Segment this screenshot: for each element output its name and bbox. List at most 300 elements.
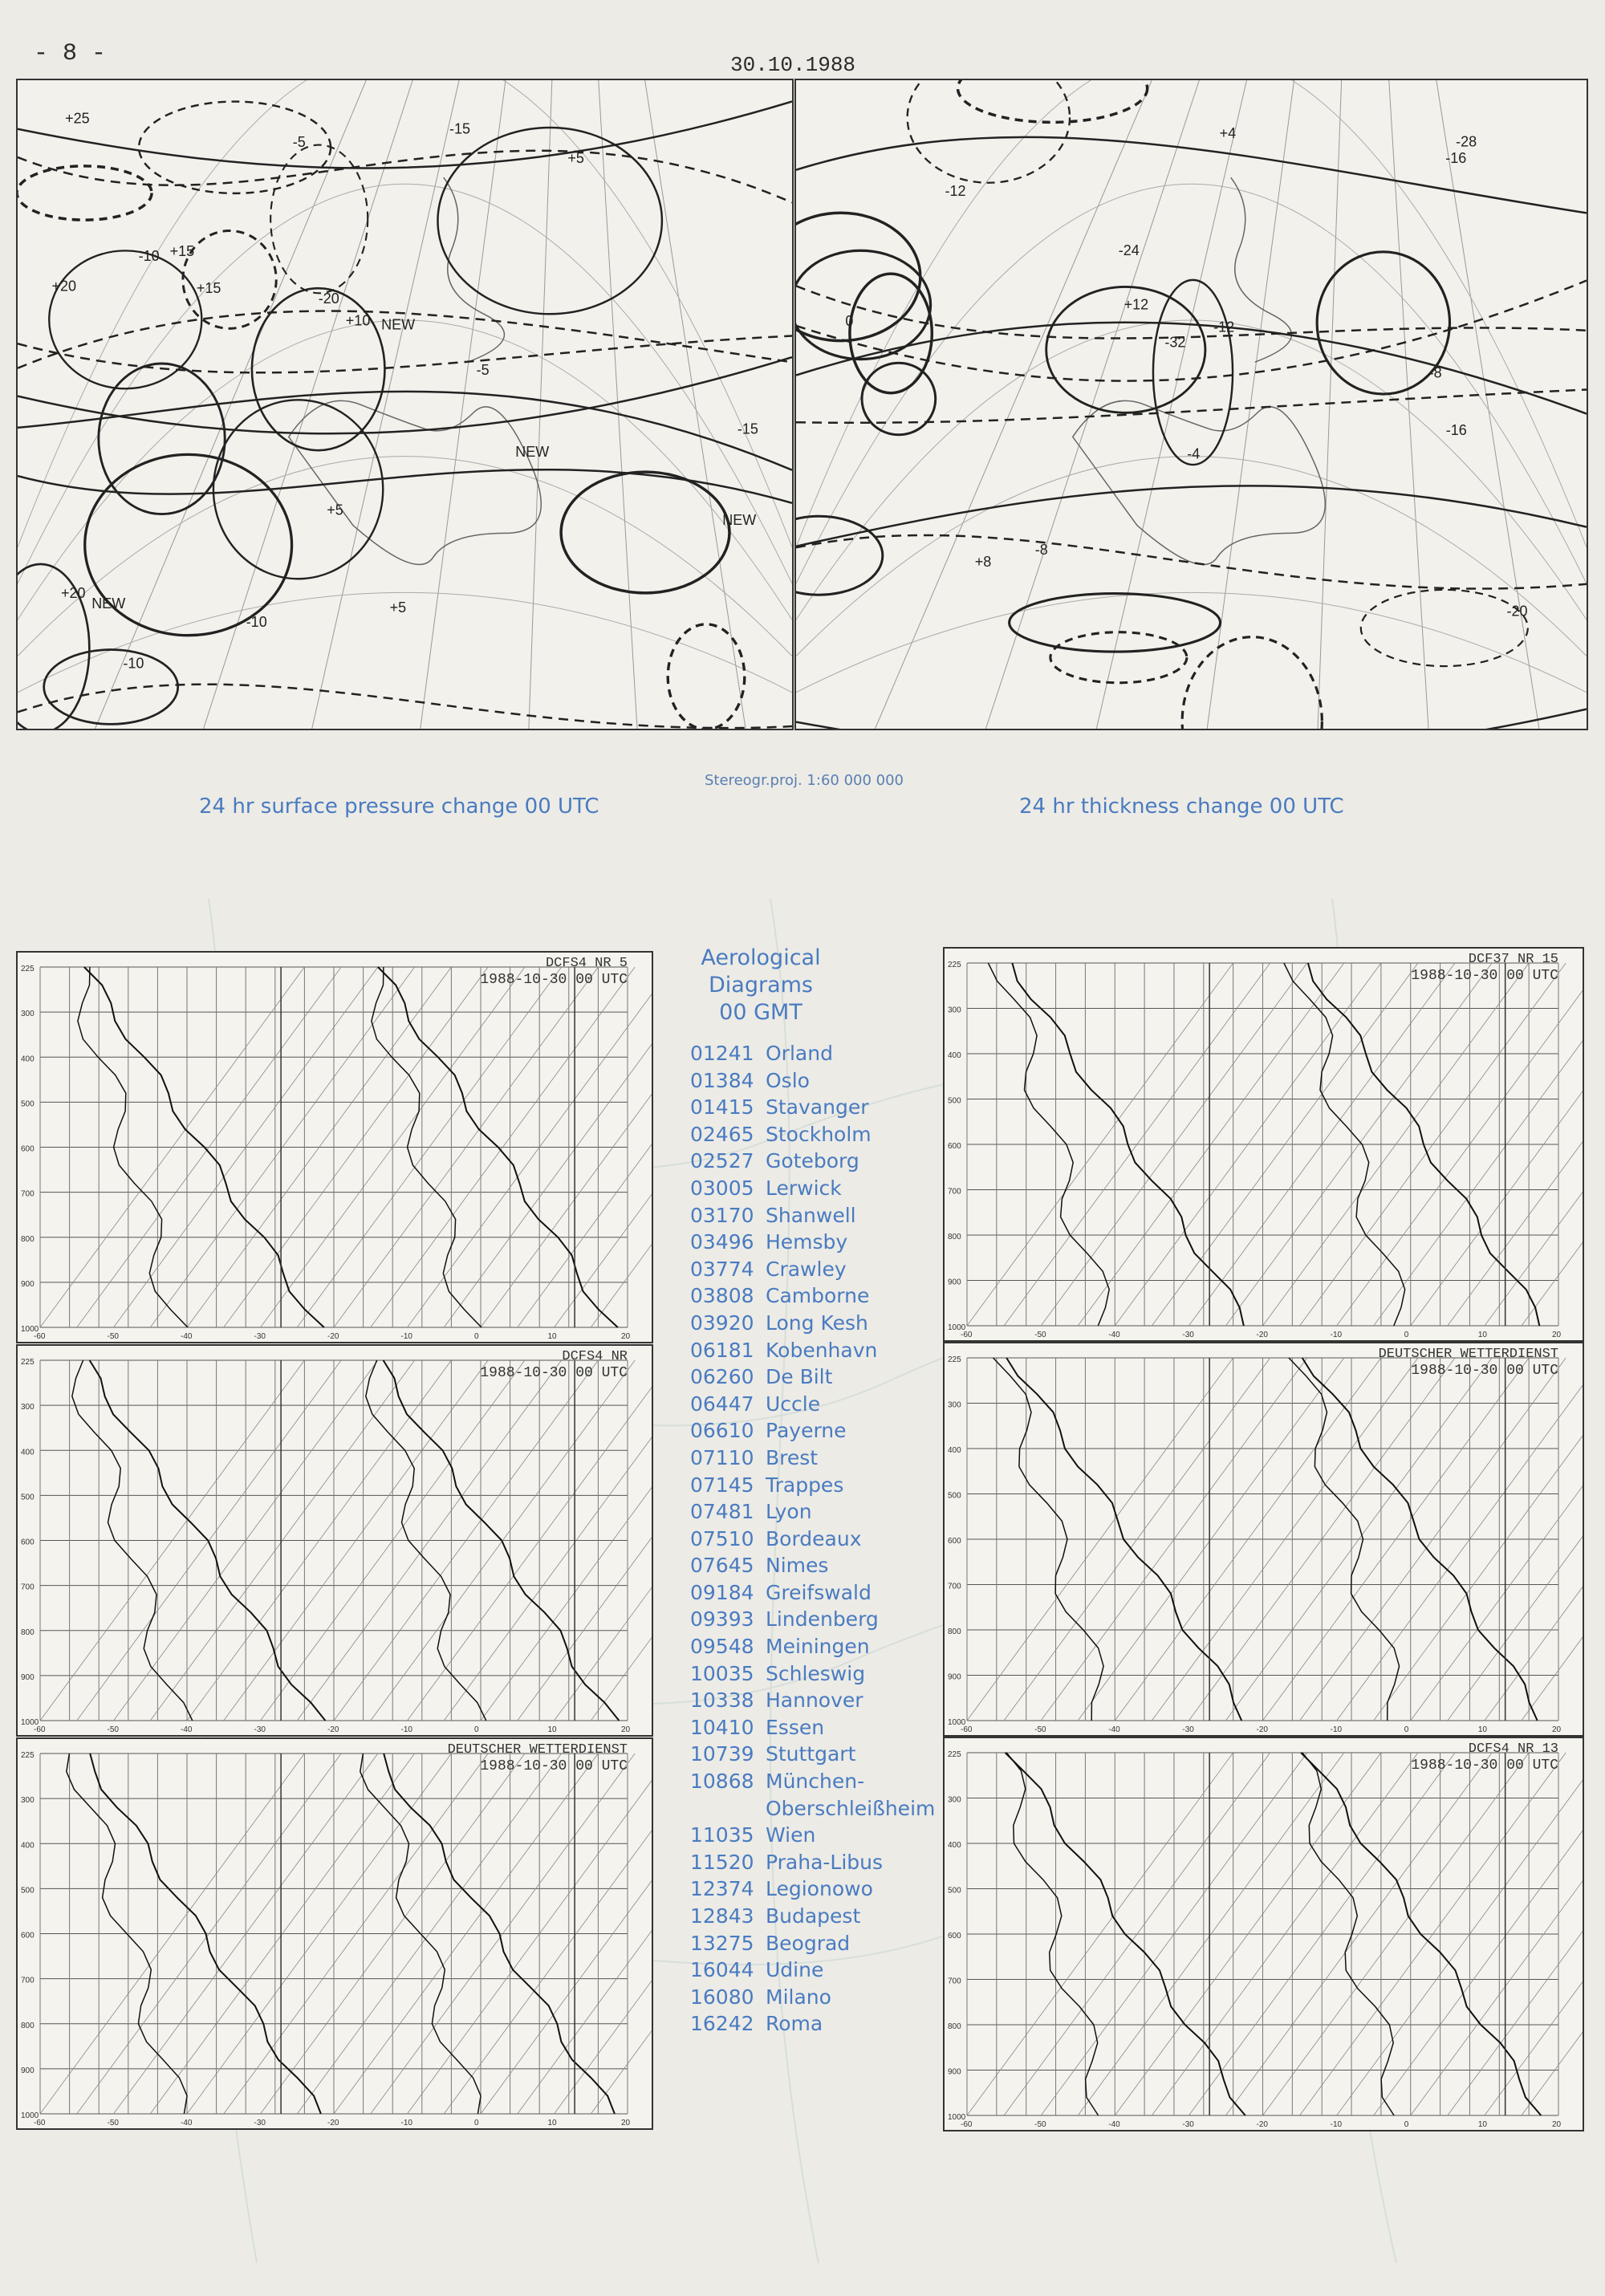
pressure-level-label: 400 (21, 1841, 35, 1851)
surface-pressure-change-map (16, 79, 794, 730)
station-row (690, 1984, 935, 2011)
isoline (796, 516, 883, 595)
temperature-axis-label: 10 (1477, 1725, 1487, 1734)
pressure-level-label: 400 (948, 1051, 961, 1060)
isoline-label: +8 (974, 553, 992, 570)
diagram-date: 1988-10-30 (1411, 968, 1498, 984)
meridian-line (312, 80, 459, 729)
diagram-time: 00 UTC (575, 1758, 628, 1774)
station-row (690, 1552, 935, 1579)
isoline-label: NEW (381, 316, 416, 333)
isoline-label: +12 (1124, 296, 1149, 313)
station-id: 07110 (690, 1445, 754, 1469)
pressure-level-label: 300 (21, 1010, 35, 1019)
pressure-level-label: 800 (21, 2021, 35, 2030)
station-row (690, 1417, 935, 1445)
pressure-level-label: 900 (21, 1279, 35, 1289)
station-id: 03496 (690, 1230, 754, 1254)
pressure-level-label: 800 (21, 1628, 35, 1637)
isoline (18, 101, 792, 168)
isoline-label: -5 (292, 133, 306, 150)
temperature-axis-label: -30 (1182, 1331, 1194, 1339)
station-row (690, 1202, 935, 1229)
temperature-axis-label: -50 (1034, 1725, 1046, 1734)
station-name: Shanwell (766, 1203, 856, 1227)
aerological-diagram-right-3 (943, 1737, 1584, 2131)
station-name: Kobenhavn (766, 1338, 878, 1362)
pressure-level-label: 500 (948, 1096, 961, 1106)
station-name: Trappes (766, 1473, 844, 1497)
station-name: Lindenberg (766, 1607, 879, 1632)
isoline (958, 80, 1148, 122)
station-row (690, 1256, 935, 1283)
pressure-level-label: 600 (948, 1142, 961, 1151)
isoline (18, 469, 792, 503)
coastline (444, 177, 505, 362)
isoline-label: +15 (169, 243, 195, 260)
temperature-axis-label: -50 (107, 1332, 119, 1341)
aerological-diagram-right-1 (943, 947, 1584, 1342)
station-id: 01241 (690, 1042, 754, 1065)
pressure-level-label: 400 (21, 1448, 35, 1457)
pressure-level-label: 600 (21, 1538, 35, 1547)
isoline-label: +5 (327, 502, 343, 518)
page-number: - 8 - (34, 40, 107, 67)
station-id: 10338 (690, 1688, 754, 1713)
diagram-time: 00 UTC (575, 972, 628, 988)
isoline-label: -12 (945, 183, 966, 200)
pressure-level-label: 600 (948, 1932, 961, 1940)
station-id: 01415 (690, 1095, 754, 1120)
station-id: 10035 (690, 1661, 754, 1685)
temperature-axis-label: -20 (1256, 2120, 1268, 2129)
station-id: 16080 (690, 1985, 754, 2009)
isoline (1010, 594, 1221, 652)
pressure-level-label: 900 (948, 2067, 961, 2077)
pressure-level-label: 600 (21, 1931, 35, 1940)
pressure-level-label: 300 (948, 1400, 961, 1410)
diagram-label: DCFS4 NR (562, 1349, 628, 1364)
isoline-label: NEW (722, 512, 757, 529)
diagram-date: 1988-10-30 (480, 972, 567, 988)
pressure-level-label: 500 (948, 1886, 961, 1896)
station-id: 07645 (690, 1554, 754, 1578)
station-name: Milano (766, 1985, 831, 2009)
isoline-label: -10 (123, 655, 144, 672)
pressure-level-label: 800 (948, 1628, 961, 1636)
projection-note: Stereogr.proj. 1:60 000 000 (705, 772, 904, 789)
pressure-level-label: 225 (21, 1358, 35, 1367)
pressure-level-label: 900 (948, 1672, 961, 1682)
station-id: 09393 (690, 1607, 754, 1632)
station-id: 06610 (690, 1419, 754, 1443)
temperature-axis-label: 0 (474, 1725, 479, 1734)
station-row (690, 1606, 935, 1633)
isoline-label: +25 (65, 110, 90, 127)
isoline (18, 166, 152, 220)
isoline-label: -5 (476, 361, 490, 378)
pressure-level-label: 500 (21, 1886, 35, 1896)
isoline-label: +10 (345, 312, 371, 329)
temperature-axis-label: -50 (1034, 1331, 1046, 1339)
isoline-label: -24 (1118, 242, 1140, 259)
diagram-date: 1988-10-30 (1411, 1363, 1498, 1379)
diagram-label: DEUTSCHER WETTERDIENST (1378, 1347, 1558, 1362)
station-row (690, 1875, 935, 1903)
pressure-level-label: 500 (21, 1099, 35, 1109)
station-name: Udine (766, 1958, 824, 1982)
pressure-level-label: 1000 (21, 1718, 39, 1727)
temperature-axis-label: -50 (107, 1725, 119, 1734)
station-id: 16242 (690, 2012, 754, 2036)
station-name: Praha-Libus (766, 1850, 884, 1874)
isoline-label: -28 (1456, 133, 1477, 150)
meridian-line (1207, 80, 1294, 729)
station-id: 13275 (690, 1931, 754, 1955)
station-name: Stockholm (766, 1122, 872, 1146)
isoline-label: -16 (1445, 422, 1467, 439)
station-row (690, 1310, 935, 1337)
temperature-axis-label: 10 (547, 2119, 557, 2127)
station-row (690, 1768, 935, 1795)
temperature-axis-label: -10 (1330, 2120, 1343, 2129)
diagram-date: 1988-10-30 (1411, 1758, 1498, 1774)
station-row (690, 1337, 935, 1364)
isoline-label: -8 (1428, 364, 1442, 381)
pressure-level-label: 300 (21, 1403, 35, 1412)
station-id: 02527 (690, 1149, 754, 1173)
temperature-axis-label: -60 (961, 1725, 973, 1734)
isoline-label: -15 (737, 421, 758, 437)
station-row (690, 1714, 935, 1741)
pressure-level-label: 900 (21, 1672, 35, 1682)
station-id: 07145 (690, 1473, 754, 1497)
pressure-level-label: 600 (948, 1537, 961, 1546)
station-row (690, 1391, 935, 1418)
station-name: Oslo (766, 1068, 810, 1092)
station-row (690, 1633, 935, 1660)
station-id: 09184 (690, 1580, 754, 1604)
temperature-axis-label: -20 (327, 1725, 339, 1734)
diagram-time: 00 UTC (1506, 968, 1558, 984)
coastline (289, 400, 542, 564)
temperature-axis-label: 0 (1404, 1331, 1409, 1339)
isoline (1050, 632, 1187, 683)
station-id: 06447 (690, 1392, 754, 1416)
station-row (690, 1957, 935, 1984)
thickness-caption: 24 hr thickness change 00 UTC (1019, 794, 1344, 819)
station-row (690, 1903, 935, 1930)
isoline (796, 390, 1587, 423)
station-id: 12374 (690, 1877, 754, 1901)
temperature-axis-label: -60 (34, 2119, 46, 2127)
isoline (213, 400, 383, 579)
station-list (690, 1040, 935, 2038)
temperature-axis-label: 0 (1404, 1725, 1409, 1734)
temperature-axis-label: -30 (1182, 1725, 1194, 1734)
temperature-axis-label: -10 (400, 2119, 412, 2127)
temperature-axis-label: -30 (254, 2119, 266, 2127)
meridian-line (204, 80, 416, 729)
isoline-label: -32 (1164, 334, 1186, 351)
pressure-level-label: 1000 (21, 1325, 39, 1334)
meridian-line (421, 80, 506, 729)
station-name: Schleswig (766, 1661, 866, 1685)
station-row (690, 1795, 935, 1823)
station-name: Roma (766, 2012, 823, 2036)
isoline-label: -15 (449, 120, 471, 137)
isoline (796, 286, 1587, 338)
station-row (690, 1930, 935, 1957)
pressure-level-label: 1000 (948, 1718, 966, 1727)
isoline (796, 709, 1587, 729)
isoline-label: -4 (1187, 445, 1201, 462)
isoline-label: 0 (845, 312, 854, 329)
meridian-line (1389, 80, 1428, 729)
station-name: Bordeaux (766, 1526, 862, 1550)
aerological-title-line: 00 GMT (719, 1000, 802, 1025)
pressure-level-label: 300 (21, 1796, 35, 1806)
station-name: Lyon (766, 1500, 812, 1524)
station-row (690, 1148, 935, 1175)
temperature-axis-label: -30 (254, 1332, 266, 1341)
station-id: 11035 (690, 1823, 754, 1847)
station-id: 03170 (690, 1203, 754, 1227)
station-id: 16044 (690, 1958, 754, 1982)
pressure-level-label: 800 (21, 1234, 35, 1244)
station-id: 06260 (690, 1365, 754, 1389)
temperature-axis-label: 10 (547, 1332, 557, 1341)
isoline (18, 336, 792, 373)
pressure-level-label: 700 (21, 1583, 35, 1592)
station-id: 03005 (690, 1176, 754, 1200)
pressure-level-label: 700 (21, 1976, 35, 1985)
thickness-change-map (794, 79, 1588, 730)
pressure-level-label: 900 (21, 2066, 35, 2075)
isoline (18, 151, 792, 203)
temperature-axis-label: 0 (1404, 2120, 1409, 2129)
station-row (690, 1579, 935, 1607)
station-id: 03920 (690, 1311, 754, 1335)
station-id: 11520 (690, 1850, 754, 1874)
diagram-time: 00 UTC (1506, 1758, 1558, 1774)
pressure-level-label: 400 (21, 1055, 35, 1064)
station-row (690, 1472, 935, 1499)
meridian-line (1436, 80, 1539, 729)
station-name: Uccle (766, 1392, 821, 1416)
station-row (690, 1445, 935, 1472)
station-row (690, 1498, 935, 1526)
station-id: 10739 (690, 1742, 754, 1766)
station-row (690, 2010, 935, 2038)
pressure-level-label: 500 (21, 1493, 35, 1502)
temperature-axis-label: -20 (327, 1332, 339, 1341)
temperature-axis-label: 20 (621, 1332, 631, 1341)
station-name: Wien (766, 1823, 816, 1847)
isoline-label: -12 (1213, 319, 1235, 335)
station-id: 01384 (690, 1068, 754, 1092)
temperature-axis-label: -40 (1108, 1331, 1120, 1339)
station-row (690, 1849, 935, 1876)
temperature-axis-label: 20 (621, 1725, 631, 1734)
station-row (690, 1822, 935, 1849)
temperature-axis-label: -40 (1108, 1725, 1120, 1734)
isoline (561, 472, 729, 593)
isoline-label: +5 (389, 599, 407, 616)
station-name: Hemsby (766, 1230, 848, 1254)
station-name: Stavanger (766, 1095, 869, 1120)
temperature-axis-label: -20 (327, 2119, 339, 2127)
temperature-axis-label: -60 (961, 1331, 973, 1339)
pressure-level-label: 400 (948, 1446, 961, 1455)
isoline-label: -16 (1445, 150, 1467, 167)
temperature-axis-label: 20 (621, 2119, 631, 2127)
diagram-label: DCFS4 NR 5 (545, 956, 628, 971)
station-row (690, 1229, 935, 1256)
pressure-level-label: 600 (21, 1144, 35, 1154)
diagram-date: 1988-10-30 (480, 1758, 567, 1774)
station-row (690, 1687, 935, 1714)
isoline-label: +5 (567, 150, 584, 167)
pressure-level-label: 225 (948, 961, 961, 969)
station-name: Orland (766, 1042, 833, 1065)
pressure-level-label: 300 (948, 1795, 961, 1805)
pressure-level-label: 700 (948, 1187, 961, 1197)
station-name: Payerne (766, 1419, 847, 1443)
temperature-axis-label: 10 (1477, 1331, 1487, 1339)
station-id: 03808 (690, 1284, 754, 1308)
diagram-date: 1988-10-30 (480, 1365, 567, 1381)
temperature-axis-label: -60 (961, 2120, 973, 2129)
pressure-level-label: 1000 (21, 2111, 39, 2120)
station-name: Oberschleißheim (766, 1796, 936, 1820)
isoline-label: NEW (91, 595, 126, 612)
station-row (690, 1741, 935, 1768)
station-row (690, 1094, 935, 1121)
isoline-label: -20 (318, 291, 339, 307)
temperature-axis-label: -10 (400, 1725, 412, 1734)
station-row (690, 1067, 935, 1095)
temperature-axis-label: -30 (254, 1725, 266, 1734)
pressure-level-label: 225 (948, 1750, 961, 1759)
meridian-line (1318, 80, 1342, 729)
meridian-line (529, 80, 552, 729)
station-row (690, 1121, 935, 1148)
isoline-label: +20 (61, 585, 86, 602)
isoline (668, 624, 745, 729)
pressure-level-label: 225 (948, 1355, 961, 1364)
temperature-axis-label: -40 (181, 1725, 193, 1734)
pressure-level-label: 225 (21, 1751, 35, 1760)
pressure-level-label: 700 (21, 1189, 35, 1199)
temperature-axis-label: -10 (1330, 1331, 1343, 1339)
station-id (690, 1795, 766, 1823)
temperature-axis-label: -10 (400, 1332, 412, 1341)
isoline (908, 80, 1070, 183)
isoline (1182, 637, 1322, 729)
station-id: 03774 (690, 1257, 754, 1281)
station-row (690, 1660, 935, 1688)
pressure-level-label: 300 (948, 1006, 961, 1015)
station-name: Nimes (766, 1554, 829, 1578)
station-name: Greifswald (766, 1580, 872, 1604)
temperature-axis-label: -60 (34, 1332, 46, 1341)
pressure-level-label: 500 (948, 1491, 961, 1501)
pressure-level-label: 1000 (948, 1323, 966, 1332)
isoline-label: -8 (1034, 542, 1048, 559)
temperature-axis-label: -50 (107, 2119, 119, 2127)
diagram-label: DCFS4 NR 13 (1468, 1741, 1558, 1757)
station-id: 09548 (690, 1635, 754, 1659)
station-name: Stuttgart (766, 1742, 856, 1766)
station-row (690, 1526, 935, 1553)
station-name: Meiningen (766, 1635, 870, 1659)
station-name: Legionowo (766, 1877, 873, 1901)
surface-pressure-caption: 24 hr surface pressure change 00 UTC (199, 794, 599, 819)
pressure-level-label: 800 (948, 1233, 961, 1241)
aerological-title-line: Diagrams (709, 973, 813, 998)
aerological-diagram-left-3 (16, 1737, 653, 2130)
aerological-title-line: Aerological (701, 945, 821, 970)
latitude-line (18, 184, 792, 583)
temperature-axis-label: -40 (181, 1332, 193, 1341)
pressure-level-label: 225 (21, 965, 35, 973)
isoline-label: +4 (1219, 124, 1237, 141)
station-name: Brest (766, 1445, 819, 1469)
station-row (690, 1363, 935, 1391)
aerological-diagram-right-2 (943, 1342, 1584, 1737)
station-id: 10410 (690, 1715, 754, 1739)
isoline (796, 250, 931, 359)
station-name: Lerwick (766, 1176, 842, 1200)
station-name: Essen (766, 1715, 825, 1739)
isoline-label: +20 (51, 278, 77, 295)
diagram-label: DEUTSCHER WETTERDIENST (447, 1742, 628, 1758)
station-row (690, 1040, 935, 1067)
pressure-level-label: 700 (948, 1582, 961, 1591)
station-name: Budapest (766, 1904, 861, 1928)
isoline-label: -10 (138, 247, 160, 264)
page-date: 30.10.1988 (730, 53, 856, 77)
isoline-label: +15 (196, 280, 221, 297)
temperature-axis-label: 0 (474, 2119, 479, 2127)
temperature-axis-label: -50 (1034, 2120, 1046, 2129)
temperature-axis-label: 20 (1552, 2120, 1562, 2129)
station-row (690, 1282, 935, 1310)
station-id: 02465 (690, 1122, 754, 1146)
station-row (690, 1175, 935, 1202)
aerological-diagram-left-1 (16, 951, 653, 1343)
temperature-axis-label: -60 (34, 1725, 46, 1734)
temperature-axis-label: -40 (1108, 2120, 1120, 2129)
station-id: 07481 (690, 1500, 754, 1524)
station-name: Long Kesh (766, 1311, 868, 1335)
isoline (1153, 280, 1233, 465)
temperature-axis-label: -40 (181, 2119, 193, 2127)
station-id: 10868 (690, 1770, 754, 1794)
isoline (44, 650, 178, 725)
isoline (862, 363, 936, 435)
pressure-level-label: 1000 (948, 2113, 966, 2122)
isoline-label: -20 (1506, 603, 1528, 620)
station-name: Beograd (766, 1931, 851, 1955)
aerological-title (689, 945, 833, 1026)
latitude-line (18, 457, 792, 656)
station-name: München- (766, 1770, 865, 1794)
meridian-line (645, 80, 746, 729)
diagram-time: 00 UTC (575, 1365, 628, 1381)
station-name: Camborne (766, 1284, 870, 1308)
